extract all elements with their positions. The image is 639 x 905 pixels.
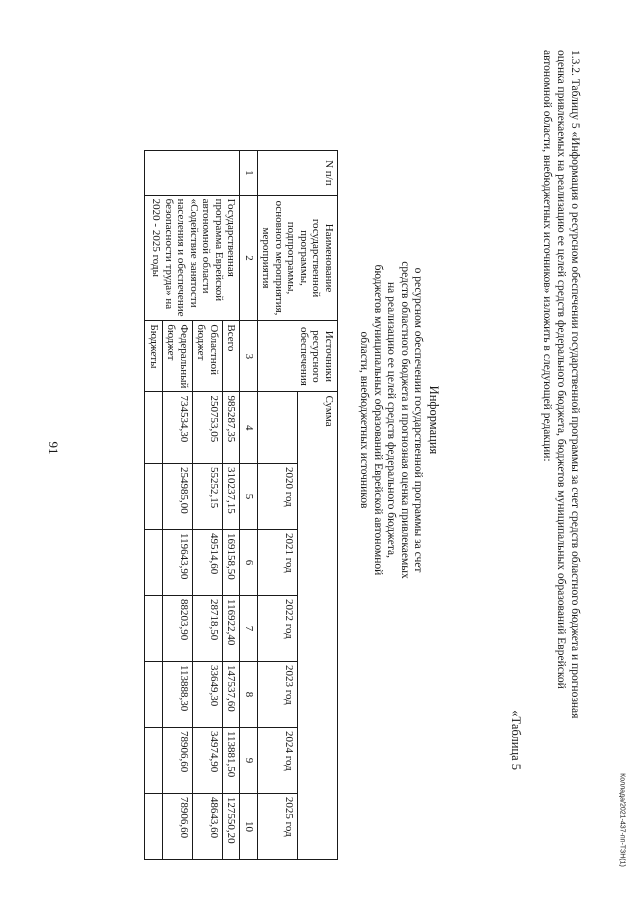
value-cell <box>145 463 163 529</box>
value-cell: 310237,15 <box>223 463 241 529</box>
row-number-cell <box>145 151 240 196</box>
value-cell: 116922,40 <box>223 595 241 661</box>
source-cell: Областной бюджет <box>193 321 223 392</box>
value-cell: 78906,60 <box>163 727 193 793</box>
value-cell: 28718,50 <box>193 595 223 661</box>
table-header-row <box>298 151 338 860</box>
header-sum: Сумма <box>298 392 338 860</box>
rotated-document-page <box>0 10 600 860</box>
header-source: Источники ресурсного обеспечения <box>258 321 338 392</box>
value-cell: 55252,15 <box>193 463 223 529</box>
col-number: 4 <box>240 392 258 464</box>
intro-line: 1.3.2. Таблицу 5 «Информация о ресурсном обеспечении государственной программы за счет средств областного бюджета и прогнозная <box>569 50 581 719</box>
value-cell: 250753,05 <box>193 392 223 464</box>
header-year: 2023 год <box>258 661 298 727</box>
header-year: 2021 год <box>258 529 298 595</box>
value-cell: 127550,20 <box>223 793 241 859</box>
column-number-row <box>240 151 258 860</box>
heading-line: на реализацию ее целей средств федерального бюджета, <box>385 282 398 558</box>
source-cell: Федеральный бюджет <box>163 321 193 392</box>
header-year: 2022 год <box>258 595 298 661</box>
header-n: N п/п <box>258 151 338 196</box>
col-number: 9 <box>240 727 258 793</box>
col-number: 5 <box>240 463 258 529</box>
value-cell: 113888,30 <box>163 661 193 727</box>
value-cell: 119643,90 <box>163 529 193 595</box>
heading-line: о ресурсном обеспечении государственной программы за счет <box>412 267 425 573</box>
table-label: «Таблица 5 <box>509 710 523 770</box>
value-cell: 113881,50 <box>223 727 241 793</box>
document-stamp: Коллада/2021-437-пп-ТЗН(1) <box>618 773 626 867</box>
value-cell: 48643,60 <box>193 793 223 859</box>
value-cell: 49514,60 <box>193 529 223 595</box>
header-name: Наименование государственной программы, подпрограммы, основного мероприятия, мероприятия <box>258 195 338 321</box>
intro-line: автономной области, внебюджетных источников» изложить в следующей редакции: <box>541 50 553 462</box>
value-cell <box>145 793 163 859</box>
col-number: 7 <box>240 595 258 661</box>
header-year: 2024 год <box>258 727 298 793</box>
value-cell <box>145 661 163 727</box>
heading-line: бюджетов муниципальных образований Еврейской автономной <box>372 264 384 576</box>
program-name-cell: Государственная программа Еврейской автономной области «Содействие занятости населения и обеспечение безопасности труда» на 2020 - 2025 годы <box>145 195 240 321</box>
value-cell: 33649,30 <box>193 661 223 727</box>
header-year: 2020 год <box>258 463 298 529</box>
value-cell: 254985,00 <box>163 463 193 529</box>
source-cell: Бюджеты <box>145 321 163 392</box>
value-cell: 88203,90 <box>163 595 193 661</box>
intro-line: оценка привлекаемых на реализацию ее целей средств федерального бюджета, бюджетов муниципальных образований Еврейской <box>555 50 567 689</box>
table-row <box>223 151 241 860</box>
resource-table <box>145 150 339 860</box>
value-cell: 34974,90 <box>193 727 223 793</box>
value-cell <box>145 529 163 595</box>
header-year: 2025 год <box>258 793 298 859</box>
value-cell: 734534,30 <box>163 392 193 464</box>
source-cell: Всего <box>223 321 241 392</box>
value-cell <box>145 392 163 464</box>
col-number: 8 <box>240 661 258 727</box>
value-cell <box>145 595 163 661</box>
col-number: 6 <box>240 529 258 595</box>
value-cell: 169158,50 <box>223 529 241 595</box>
col-number: 1 <box>240 151 258 196</box>
heading-title: Информация <box>427 385 441 455</box>
heading-line: средств областного бюджета и прогнозная оценка привлекаемых <box>399 261 411 579</box>
intro-paragraph <box>540 50 582 810</box>
value-cell: 985287,35 <box>223 392 241 464</box>
table-heading <box>357 225 440 615</box>
col-number: 3 <box>240 321 258 392</box>
col-number: 2 <box>240 195 258 321</box>
col-number: 10 <box>240 793 258 859</box>
value-cell: 78906,60 <box>163 793 193 859</box>
value-cell <box>145 727 163 793</box>
heading-line: области, внебюджетных источников <box>358 331 371 509</box>
page-number: 91 <box>46 441 61 455</box>
value-cell: 147537,60 <box>223 661 241 727</box>
header-sum-total <box>258 392 298 464</box>
